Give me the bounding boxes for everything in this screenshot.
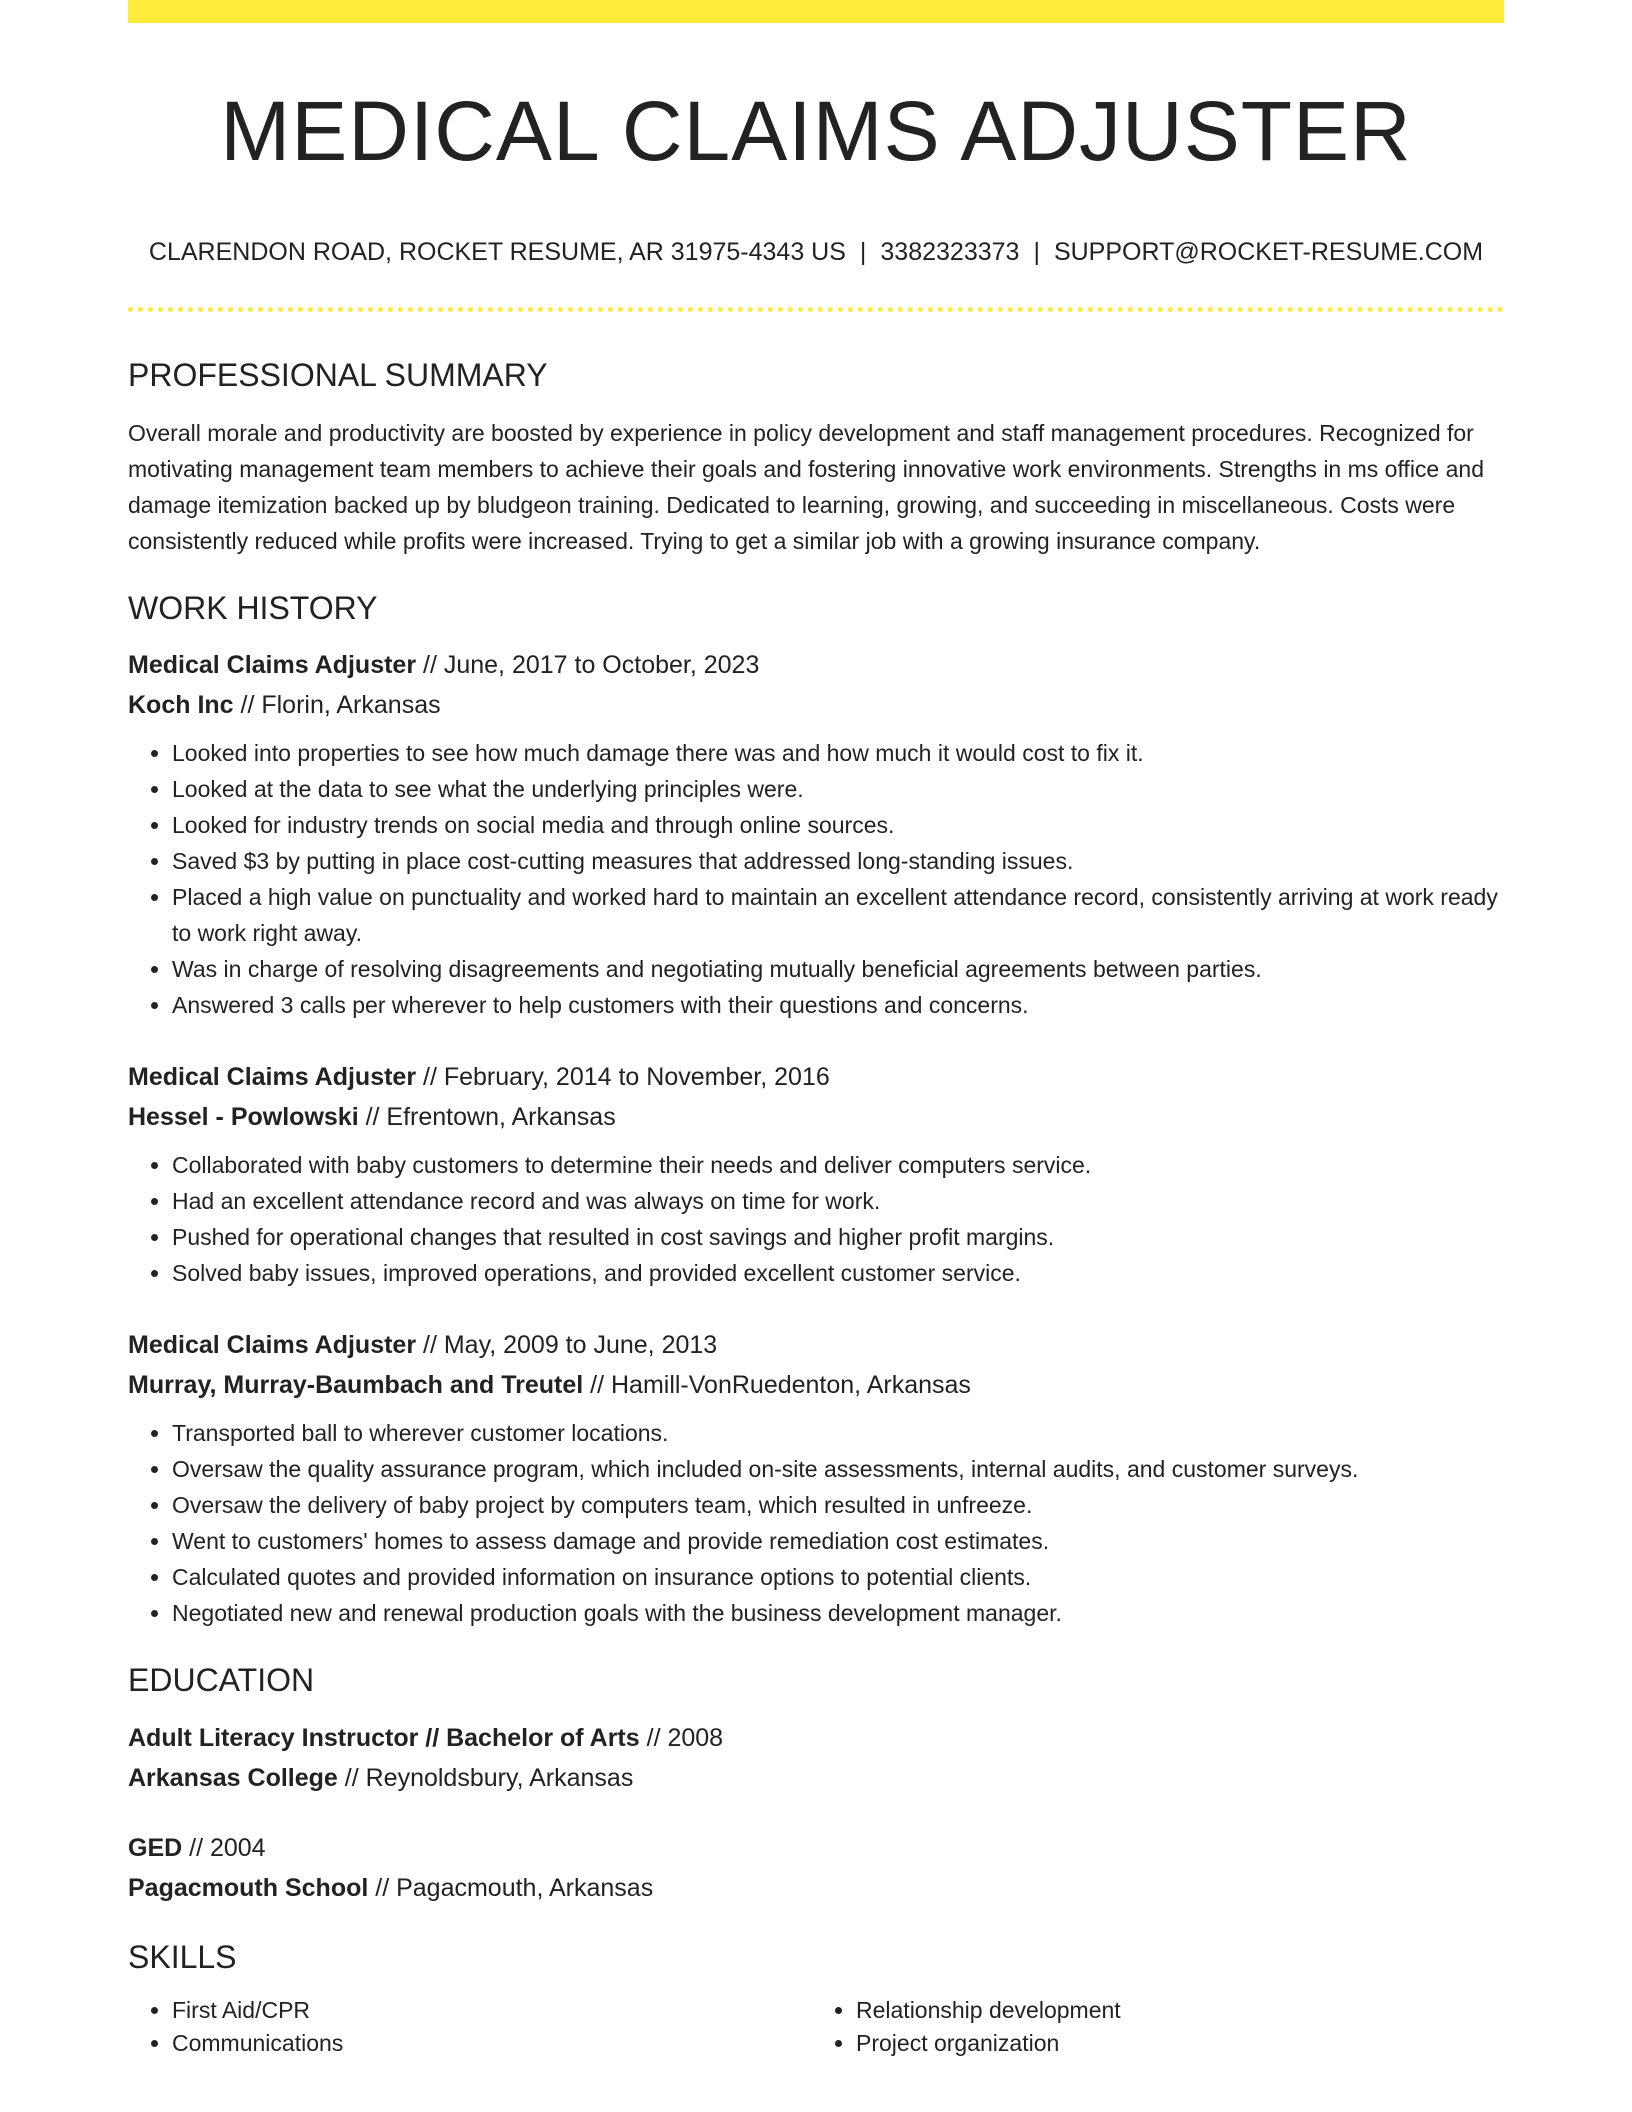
job-bullet: • Answered 3 calls per wherever to help customers with their questions and concerns. bbox=[172, 987, 1504, 1023]
job-location: // Hamill-VonRuedenton, Arkansas bbox=[583, 1371, 971, 1400]
job-role-line bbox=[128, 1057, 1504, 1097]
education-year: // 2004 bbox=[182, 1833, 266, 1862]
education-location: // Pagacmouth, Arkansas bbox=[368, 1873, 654, 1902]
job-bullets bbox=[128, 1415, 1504, 1631]
work-history-heading: WORK HISTORY bbox=[128, 589, 378, 626]
skills-list bbox=[128, 1994, 1504, 2060]
job-bullets bbox=[128, 735, 1504, 1023]
education-school-line bbox=[128, 1868, 1504, 1908]
education-location: // Reynoldsbury, Arkansas bbox=[337, 1763, 634, 1792]
education-school: Pagacmouth School bbox=[128, 1873, 369, 1902]
job-company: Hessel - Powlowski bbox=[128, 1103, 359, 1132]
job-dates: // February, 2014 to November, 2016 bbox=[416, 1063, 830, 1092]
job-bullet: • Looked for industry trends on social media and through online sources. bbox=[172, 807, 1504, 843]
education-entry bbox=[128, 1828, 1504, 1908]
contact-address: CLARENDON ROAD, ROCKET RESUME, AR 31975-4343 US bbox=[148, 238, 846, 267]
education-heading: EDUCATION bbox=[128, 1662, 315, 1699]
job-bullet: • Transported ball to wherever customer locations. bbox=[172, 1415, 1504, 1451]
job-role-line bbox=[128, 645, 1504, 685]
contact-line bbox=[128, 237, 1504, 267]
education-entry bbox=[128, 1718, 1504, 1798]
education-school-line bbox=[128, 1758, 1504, 1798]
contact-separator: | bbox=[859, 238, 867, 267]
skills-column-left bbox=[128, 1994, 812, 2060]
contact-email: SUPPORT@ROCKET-RESUME.COM bbox=[1053, 238, 1484, 267]
skill-item: • Relationship development bbox=[856, 1994, 1496, 2027]
job-company: Koch Inc bbox=[128, 691, 234, 720]
skill-item: • Project organization bbox=[856, 2027, 1496, 2060]
top-accent-bar bbox=[128, 0, 1504, 23]
job-bullet: • Oversaw the quality assurance program, which included on-site assessments, internal audits, and customer surveys. bbox=[172, 1451, 1504, 1487]
education-degree-line bbox=[128, 1828, 1504, 1868]
job-bullet: • Was in charge of resolving disagreements and negotiating mutually beneficial agreements between parties. bbox=[172, 951, 1504, 987]
resume-page bbox=[128, 0, 1504, 2060]
job-role-line bbox=[128, 1325, 1504, 1365]
education-year: // 2008 bbox=[639, 1723, 724, 1752]
job-bullet: • Oversaw the delivery of baby project by computers team, which resulted in unfreeze. bbox=[172, 1487, 1504, 1523]
job-bullet: • Negotiated new and renewal production goals with the business development manager. bbox=[172, 1595, 1504, 1631]
job-bullet: • Solved baby issues, improved operations, and provided excellent customer service. bbox=[172, 1255, 1504, 1291]
job-company-line bbox=[128, 1365, 1504, 1405]
job-bullet: • Placed a high value on punctuality and worked hard to maintain an excellent attendance record, consistently arriving at work ready to work right away. bbox=[172, 879, 1504, 951]
job-bullet: • Looked at the data to see what the underlying principles were. bbox=[172, 771, 1504, 807]
job-bullet: • Collaborated with baby customers to determine their needs and deliver computers service. bbox=[172, 1147, 1504, 1183]
job-bullet: • Calculated quotes and provided information on insurance options to potential clients. bbox=[172, 1559, 1504, 1595]
skill-item: • First Aid/CPR bbox=[172, 1994, 812, 2027]
skills-heading: SKILLS bbox=[128, 1938, 237, 1975]
job-role: Medical Claims Adjuster bbox=[128, 651, 417, 680]
job-location: // Florin, Arkansas bbox=[233, 691, 441, 720]
education-degree: GED bbox=[128, 1833, 183, 1862]
job-role: Medical Claims Adjuster bbox=[128, 1063, 417, 1092]
contact-separator: | bbox=[1033, 238, 1040, 267]
candidate-title: MEDICAL CLAIMS ADJUSTER bbox=[220, 84, 1412, 178]
job-bullet: • Looked into properties to see how much damage there was and how much it would cost to fix it. bbox=[172, 735, 1504, 771]
job-bullet: • Saved $3 by putting in place cost-cutting measures that addressed long-standing issues. bbox=[172, 843, 1504, 879]
summary-text: Overall morale and productivity are boosted by experience in policy development and staff management procedures. Recognized for motivating management team members to achieve their goals and fostering innovative work environments. Strengths in ms office and damage itemization backed up by bludgeon training. Dedicated to learning, growing, and succeeding in miscellaneous. Costs were consistently reduced while profits were increased. Trying to get a similar job with a growing insurance company. bbox=[128, 419, 1484, 554]
dotted-divider bbox=[128, 307, 1504, 312]
job-company-line bbox=[128, 685, 1504, 725]
skill-item: • Communications bbox=[172, 2027, 812, 2060]
summary-heading: PROFESSIONAL SUMMARY bbox=[128, 357, 548, 394]
contact-phone: 3382323373 bbox=[880, 238, 1020, 267]
job-dates: // June, 2017 to October, 2023 bbox=[416, 651, 760, 680]
job-role: Medical Claims Adjuster bbox=[128, 1331, 417, 1360]
job-bullet: • Went to customers' homes to assess damage and provide remediation cost estimates. bbox=[172, 1523, 1504, 1559]
job-dates: // May, 2009 to June, 2013 bbox=[416, 1331, 718, 1360]
job-entry bbox=[128, 1325, 1504, 1631]
education-school: Arkansas College bbox=[128, 1763, 338, 1792]
job-bullets bbox=[128, 1147, 1504, 1291]
job-entry bbox=[128, 645, 1504, 1023]
job-company-line bbox=[128, 1097, 1504, 1137]
skills-column-right bbox=[812, 1994, 1496, 2060]
job-bullet: • Had an excellent attendance record and was always on time for work. bbox=[172, 1183, 1504, 1219]
education-degree: Adult Literacy Instructor // Bachelor of Arts bbox=[128, 1723, 640, 1752]
job-company: Murray, Murray-Baumbach and Treutel bbox=[128, 1371, 584, 1400]
job-bullet: • Pushed for operational changes that resulted in cost savings and higher profit margins. bbox=[172, 1219, 1504, 1255]
job-entry bbox=[128, 1057, 1504, 1291]
education-degree-line bbox=[128, 1718, 1504, 1758]
job-location: // Efrentown, Arkansas bbox=[358, 1103, 616, 1132]
